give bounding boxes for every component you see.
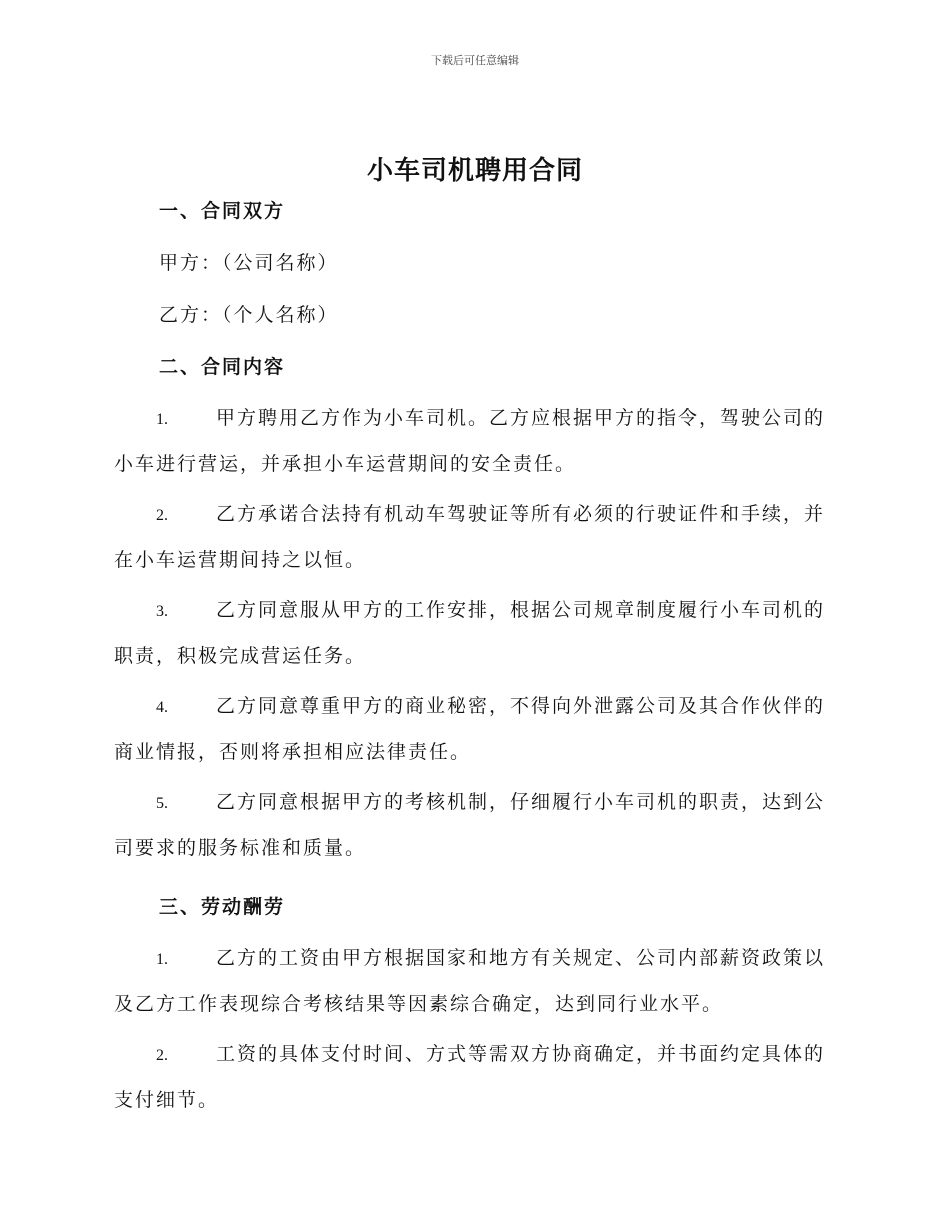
pay-item: [114, 1032, 834, 1122]
item-number: 2.: [156, 507, 168, 524]
item-number: 4.: [156, 699, 168, 716]
contract-item: [114, 492, 834, 582]
contract-item: [114, 396, 834, 486]
section-heading-parties: 一、合同双方: [159, 200, 286, 222]
item-text: 乙方的工资由甲方根据国家和地方有关规定、公司内部薪资政策以及乙方工作表现综合考核结果等因素综合确定，达到同行业水平。: [114, 947, 826, 1015]
pay-item: [114, 936, 834, 1026]
item-text: 甲方聘用乙方作为小车司机。乙方应根据甲方的指令，驾驶公司的小车进行营运，并承担小车运营期间的安全责任。: [114, 407, 826, 475]
contract-item: [114, 684, 834, 774]
party-a-line: 甲方：（公司名称）: [159, 252, 339, 274]
contract-item: [114, 780, 834, 870]
section-heading-content: 二、合同内容: [159, 356, 286, 378]
document-body: [114, 196, 834, 1122]
item-number: 1.: [156, 411, 168, 428]
item-text: 乙方同意尊重甲方的商业秘密，不得向外泄露公司及其合作伙伴的商业情报，否则将承担相应法律责任。: [114, 695, 826, 763]
item-text: 工资的具体支付时间、方式等需双方协商确定，并书面约定具体的支付细节。: [114, 1043, 826, 1111]
item-number: 3.: [156, 603, 168, 620]
item-number: 2.: [156, 1047, 168, 1064]
item-text: 乙方同意根据甲方的考核机制，仔细履行小车司机的职责，达到公司要求的服务标准和质量。: [114, 791, 826, 859]
item-number: 1.: [156, 951, 168, 968]
item-number: 5.: [156, 795, 168, 812]
party-b-line: 乙方：（个人名称）: [159, 304, 339, 326]
contract-item: [114, 588, 834, 678]
item-text: 乙方承诺合法持有机动车驾驶证等所有必须的行驶证件和手续，并在小车运营期间持之以恒。: [114, 503, 826, 571]
section-heading-pay: 三、劳动酬劳: [159, 896, 286, 918]
item-text: 乙方同意服从甲方的工作安排，根据公司规章制度履行小车司机的职责，积极完成营运任务。: [114, 599, 826, 667]
document-title: 小车司机聘用合同: [366, 156, 583, 186]
header-note: 下载后可任意编辑: [431, 54, 519, 67]
